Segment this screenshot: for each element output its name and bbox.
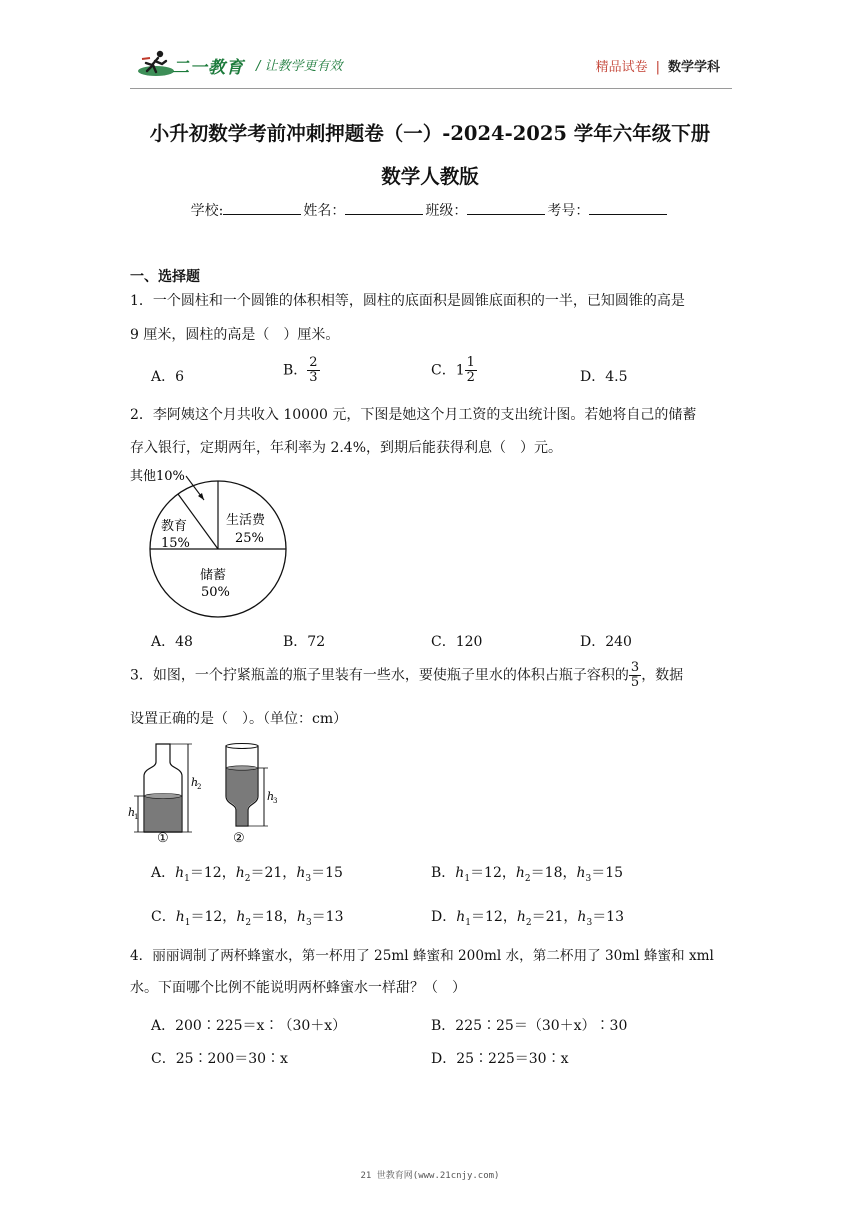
q4-option-b: B．225∶25＝（30＋x）∶30 xyxy=(431,1018,628,1034)
page-footer: 21 世教育网(www.21cnjy.com) xyxy=(360,1171,500,1181)
q3-c-h3 xyxy=(296,909,312,928)
q1-option-b-fraction xyxy=(307,356,319,385)
q3-b-h2-letter: h xyxy=(515,865,525,881)
q3-d-h3-letter: h xyxy=(577,909,587,925)
bottle-figure xyxy=(128,740,288,846)
q3-a-h1-sub: 1 xyxy=(184,873,190,884)
q1-b-num: 2 xyxy=(309,355,318,370)
q3-b-v2: ＝18， xyxy=(530,865,577,881)
q3-d-v3: ＝13 xyxy=(592,909,625,925)
q1-option-d: D．4.5 xyxy=(580,369,628,385)
q3-text-line2: 设置正确的是（ ）。（单位：cm） xyxy=(130,711,348,727)
pie-pct-edu: 15% xyxy=(161,536,190,551)
number-blank xyxy=(589,200,667,215)
q3-a-prefix: A． xyxy=(151,865,176,881)
q4-option-a: A．200∶225＝x∶（30＋x） xyxy=(151,1018,347,1034)
q1-option-c-prefix: C．1 xyxy=(431,362,465,379)
q2-option-c: C．120 xyxy=(431,634,483,650)
fig-label-h1: h xyxy=(128,806,136,819)
brand-name: 二一教育 xyxy=(172,58,244,78)
q3-option-b xyxy=(431,862,623,884)
q3-frac-den: 5 xyxy=(630,675,640,690)
q3-d-h1-sub: 1 xyxy=(465,917,471,928)
class-label: 班级： xyxy=(425,203,468,219)
q3-text-part-a: 3．如图，一个拧紧瓶盖的瓶子里装有一些水，要使瓶子里水的体积占瓶子容积的 xyxy=(130,667,629,684)
page-title-line2: 数学人教版 xyxy=(381,165,479,188)
fig-caption-2: ② xyxy=(233,831,245,846)
q3-b-h3-letter: h xyxy=(576,865,586,881)
q3-text-part-b: ，数据 xyxy=(641,667,684,684)
tag-subject: 数学学科 xyxy=(667,60,720,75)
fig-label-h3-sub: 3 xyxy=(273,797,278,805)
q1-c-den: 2 xyxy=(466,370,475,385)
q3-b-h2 xyxy=(515,865,531,884)
q2-text-line2: 存入银行，定期两年，年利率为 2.4%，到期后能获得利息（ ）元。 xyxy=(130,440,563,456)
brand-slogan: / 让教学更有效 xyxy=(256,59,343,74)
q3-b-h1-sub: 1 xyxy=(464,873,471,884)
q2-option-b: B．72 xyxy=(283,634,326,650)
pie-label-saving: 储蓄 xyxy=(200,568,227,583)
q3-a-v1: ＝12， xyxy=(189,865,236,881)
header-tags xyxy=(596,56,720,75)
q3-a-h2 xyxy=(235,865,251,884)
q3-option-c xyxy=(151,906,344,928)
q3-d-v2: ＝21， xyxy=(531,909,578,925)
student-info-line xyxy=(0,200,860,220)
pie-label-edu: 教育 xyxy=(161,519,188,534)
bottle-upright xyxy=(134,744,192,832)
q4-text-line2: 水。下面哪个比例不能说明两杯蜂蜜水一样甜？（ ） xyxy=(130,980,466,996)
name-blank xyxy=(345,200,423,215)
q3-text-line1 xyxy=(130,661,683,690)
q3-frac-num: 3 xyxy=(630,660,640,675)
school-blank xyxy=(223,200,301,215)
q3-c-h2-letter: h xyxy=(236,909,246,925)
fig-label-h3: h xyxy=(267,790,275,803)
number-label: 考号： xyxy=(547,203,590,219)
fig-label-h2: h xyxy=(191,776,199,789)
q3-c-v1: ＝12， xyxy=(190,909,237,925)
q3-a-v3: ＝15 xyxy=(311,865,343,881)
q3-b-h2-sub: 2 xyxy=(524,873,531,884)
pie-label-living: 生活费 xyxy=(226,513,266,528)
q3-c-h2-sub: 2 xyxy=(245,917,252,928)
q3-b-h1-letter: h xyxy=(455,865,465,881)
q3-c-prefix: C． xyxy=(151,909,176,925)
q3-c-h1-letter: h xyxy=(175,909,185,925)
q3-d-prefix: D． xyxy=(431,909,457,925)
q3-c-h1 xyxy=(175,909,191,928)
section-heading: 一、选择题 xyxy=(130,269,200,285)
q1-option-a: A．6 xyxy=(151,369,185,385)
q4-option-c: C．25∶200＝30∶x xyxy=(151,1051,288,1067)
q3-c-h3-letter: h xyxy=(296,909,306,925)
q3-a-h1-letter: h xyxy=(175,865,185,881)
q4-option-d: D．25∶225＝30∶x xyxy=(431,1051,569,1067)
name-label: 姓名： xyxy=(303,203,346,219)
bottle-inverted xyxy=(226,744,268,827)
page-title-line1: 小升初数学考前冲刺押题卷（一）-2024-2025 学年六年级下册 xyxy=(149,122,711,145)
q3-c-h3-sub: 3 xyxy=(305,917,312,928)
q3-a-h3 xyxy=(296,865,312,884)
q3-d-h3-sub: 3 xyxy=(586,917,593,928)
q3-a-v2: ＝21， xyxy=(250,865,297,881)
pie-label-other: 其他10% xyxy=(130,469,185,484)
header-divider xyxy=(130,88,732,89)
q1-text-line2: 9 厘米，圆柱的高是（ ）厘米。 xyxy=(130,327,340,343)
q3-b-h3-sub: 3 xyxy=(585,873,592,884)
fig-label-h1-sub: 1 xyxy=(134,813,139,821)
q3-a-h1 xyxy=(175,865,190,884)
q1-option-c xyxy=(431,356,477,385)
school-label: 学校: xyxy=(190,203,224,219)
q1-option-c-fraction xyxy=(465,356,477,385)
q2-option-d: D．240 xyxy=(580,634,632,650)
q3-d-h2-letter: h xyxy=(516,909,526,925)
q3-option-d xyxy=(431,906,624,928)
q1-c-num: 1 xyxy=(466,355,475,370)
q3-c-v3: ＝13 xyxy=(311,909,344,925)
q2-option-a: A．48 xyxy=(151,634,193,650)
q2-text-line1: 2．李阿姨这个月共收入 10000 元，下图是她这个月工资的支出统计图。若她将自己的储蓄 xyxy=(130,407,697,423)
q1-option-b-prefix: B． xyxy=(283,362,308,379)
fig-label-h2-sub: 2 xyxy=(197,783,202,791)
q3-d-h2 xyxy=(516,909,532,928)
q3-b-h3 xyxy=(576,865,592,884)
q3-a-h3-sub: 3 xyxy=(305,873,312,884)
class-blank xyxy=(467,200,545,215)
q3-c-v2: ＝18， xyxy=(251,909,297,925)
q1-text-line1: 1．一个圆柱和一个圆锥的体积相等，圆柱的底面积是圆锥底面积的一半，已知圆锥的高是 xyxy=(130,293,685,309)
pie-pct-living: 25% xyxy=(235,531,264,546)
q3-b-v3: ＝15 xyxy=(591,865,624,881)
q4-text-line1: 4．丽丽调制了两杯蜂蜜水，第一杯用了 25ml 蜂蜜和 200ml 水，第二杯用了 30ml 蜂蜜和 xml xyxy=(130,948,714,964)
q3-d-h1-letter: h xyxy=(456,909,466,925)
q3-b-prefix: B． xyxy=(431,865,456,881)
q3-b-h1 xyxy=(455,865,471,884)
q3-d-h3 xyxy=(577,909,593,928)
q1-option-b xyxy=(283,356,320,385)
q3-d-v1: ＝12， xyxy=(471,909,517,925)
fig-caption-1: ① xyxy=(157,831,169,846)
q3-a-h3-letter: h xyxy=(296,865,306,881)
tag-premium: 精品试卷 xyxy=(595,60,648,75)
q3-d-h1 xyxy=(456,909,471,928)
pie-pct-saving: 50% xyxy=(201,585,230,600)
q3-b-v1: ＝12， xyxy=(470,865,516,881)
q1-b-den: 3 xyxy=(309,370,318,385)
q3-a-h2-letter: h xyxy=(235,865,245,881)
q3-d-h2-sub: 2 xyxy=(525,917,532,928)
q3-option-a xyxy=(151,862,343,884)
q3-a-h2-sub: 2 xyxy=(244,873,251,884)
q3-c-h2 xyxy=(236,909,252,928)
q3-fraction xyxy=(629,661,641,690)
expense-pie-chart xyxy=(128,464,298,624)
tag-separator: | xyxy=(655,60,660,75)
q3-c-h1-sub: 1 xyxy=(184,917,191,928)
